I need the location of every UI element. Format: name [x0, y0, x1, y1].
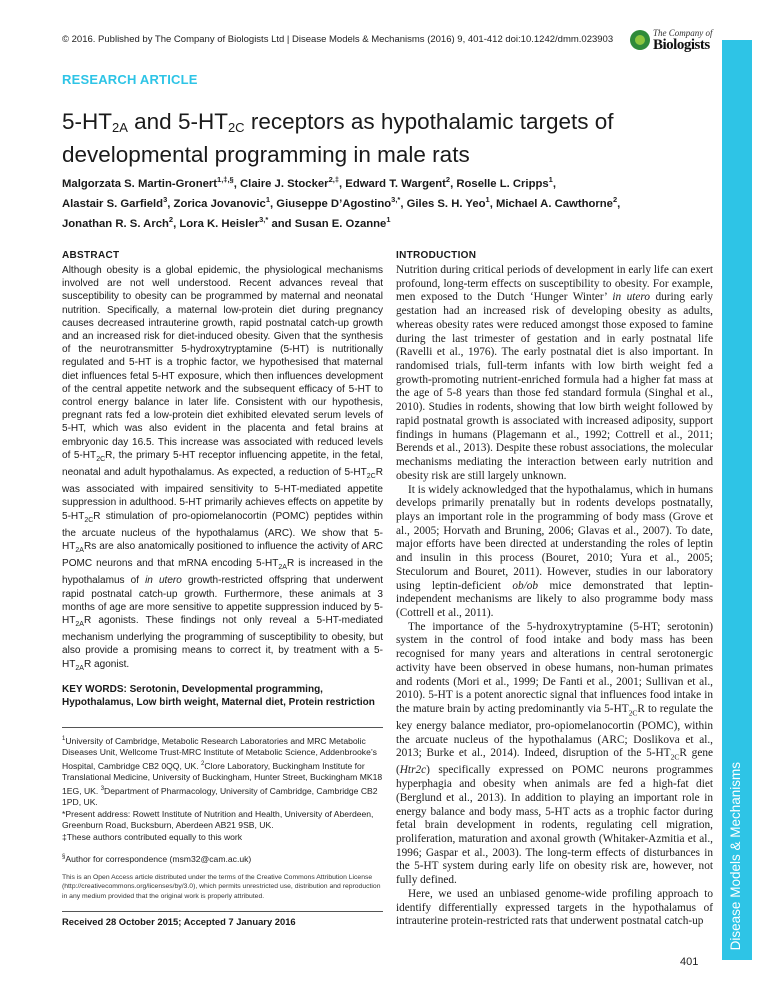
paragraph: The importance of the 5-hydroxytryptamine (5-HT; serotonin) system in the control of food intake and body mass has been recognised for many years and alterations in central serotonergic activity have been observed in obese humans, non-human primates and rodents (Mori et al., 1999; De Fanti et al., 2001; Sullivan et al., 2010). 5-HT is a potent anorectic signal that influences food intake in the mature brain by acting predominantly via $5-HT_{2C}R$ to regulate the key energy balance mediator, pro-opiomelanocortin (POMC), within the arcuate nucleus of the hypothalamus (ARC; Doslikova et al., 2013; Burke et al., 2014). Indeed, disruption of the $5-HT_{2C}R$ gene (Htr2c) specifically expressed on POMC neurons programmes hyperphagia and obesity when animals are fed a high-fat diet (Berglund et al., 2013). In addition to playing an important role in energy balance and body mass, 5-HT acts as a trophic factor during fetal brain development in rodents, regulating cell migration, proliferation, maturation and axonal growth (Whitaker-Azmitia et al., 1996; Gaspar et al., 2003). The long-term effects of disturbances in the 5-HT system during early life on obesity risk are, however, not fully defined.: [396, 620, 714, 887]
author-name: Malgorzata S. Martin-Gronert: [62, 177, 218, 190]
paragraph: It is widely acknowledged that the hypothalamus, which in humans develops primarily prenatally but in rodents develops postnatally, plays an important role in the programming of body mass (Grove et al., 2005; Horvath and Bruning, 2006; Glavas et al., 2007). To date, major efforts have been directed at understanding the roles of leptin and insulin in this process (Bouret, 2010; Yura et al., 2005; Steculorum and Bouret, 2011). However, studies in our laboratory using leptin-deficient ob/ob mice demonstrated that leptin-independent mechanisms are likely to also programme body mass (Cottrell et al., 2011).: [396, 483, 713, 619]
received-dates: Received 28 October 2015; Accepted 7 January 2016: [62, 911, 383, 927]
logo-text-line2: Biologists: [653, 37, 710, 53]
author-name: Zorica Jovanovic: [173, 197, 266, 210]
paragraph: Nutrition during critical periods of development in early life can exert profound, long-term effects on susceptibility to obesity. For example, men exposed to the Dutch ‘Hunger Winter’ in utero during early gestation had an increased risk of developing obesity as adults, whereas obesity rates were reduced amongst those exposed to famine during the last trimester of gestation and in early postnatal life (Ravelli et al., 1976). The early postnatal diet is also important. In randomised trials, full-term infants with low birth weight fed a growth-promoting nutrient-enriched formula had a higher fat mass at the age of 5-8 years than those fed standard formula (Singhal et al., 2010). Studies in rodents, showing that low birth weight followed by rapid postnatal growth is associated with increased adiposity, support findings in humans (Plagemann et al., 1992; Cottrell et al., 2011; Berends et al., 2013). Despite these robust associations, the molecular mechanisms mediating the interaction between early nutrition and obesity risk are still largely unknown.: [396, 264, 713, 482]
left-column: [62, 250, 383, 927]
introduction-heading: INTRODUCTION: [396, 250, 477, 261]
author-name: Jonathan R. S. Arch: [62, 217, 169, 230]
journal-citation-header: © 2016. Published by The Company of Biologists Ltd | Disease Models & Mechanisms (2016) 9, 401-412 doi:10.1242/dmm.023903: [62, 34, 614, 45]
correspondence: §Author for correspondence (msm32@cam.ac.uk): [62, 853, 252, 864]
author-name: Claire J. Stocker: [240, 177, 329, 190]
journal-side-bar: [722, 40, 752, 960]
author-name: Lora K. Heisler: [179, 217, 260, 230]
author-name: Edward T. Wargent: [345, 177, 446, 190]
publisher-logo: [630, 26, 713, 54]
author-name: Alastair S. Garfield: [62, 197, 164, 210]
affiliations: $^1$University of Cambridge, Metabolic Research Laboratories and MRC Metabolic Diseases Unit, Wellcome Trust-MRC Institute of Metabolic Science, Addenbrooke’s Hospital, Cambridge CB2 0QQ, UK. $^2$Clore Laboratory, Buckingham Institute for Translational Medicine, University of Buckingham, Hunter Street, Buckingham MK18 1EG, UK. $^3$Department of Pharmacology, University of Cambridge, Cambridge CB2 1PD, UK. *Present address: Rowett Institute of Nutrition and Health, University of Aberdeen, Greenburn Road, Bucksburn, Aberdeen AB21 9SB, UK. ‡These authors contributed equally to this work: [62, 735, 383, 843]
right-column: [396, 250, 713, 929]
article-title: $5-HT_{2A}$ and $5-HT_{2C}$ receptors as hypothalamic targets of developmental programming in male rats: [62, 109, 614, 167]
author-list: Malgorzata S. Martin-Gronert$^{1,\ddagger,\S}$, Claire J. Stocker$^{2,\ddagger}$, Edward T. Wargent$^2$, Roselle L. Cripps$^1$, Alastair S. Garfield$^3$, Zorica Jovanovic$^1$, Giuseppe D’Agostino$^{3,*}$, Giles S. H. Yeo$^1$, Michael A. Cawthorne$^2$, Jonathan R. S. Arch$^2$, Lora K. Heisler$^{3,*}$ and Susan E. Ozanne$^1$: [62, 175, 621, 230]
logo-icon: [630, 30, 650, 50]
logo-text-line1: The Company of: [653, 28, 713, 38]
keywords: KEY WORDS: Serotonin, Developmental programming, Hypothalamus, Low birth weight, Maternal diet, Protein restriction: [62, 683, 375, 709]
license-note: This is an Open Access article distributed under the terms of the Creative Commons Attribution License (http://creativecommons.org/licenses/by/3.0), which permits unrestricted use, distribution and reproduction in any medium provided that the original work is properly attributed.: [62, 874, 381, 900]
author-name: Giles S. H. Yeo: [406, 197, 486, 210]
journal-side-label: Disease Models & Mechanisms: [728, 761, 743, 950]
author-name: Michael A. Cawthorne: [496, 197, 613, 210]
abstract-heading: ABSTRACT: [62, 250, 120, 261]
introduction-text: [396, 264, 713, 929]
divider: [62, 727, 383, 728]
abstract-text: Although obesity is a global epidemic, the physiological mechanisms involved are not well understood. Recent advances reveal that susceptibility to obesity can be programmed by maternal and neonatal nutrition. Specifically, a maternal low-protein diet during pregnancy causes decreased intrauterine growth, rapid postnatal catch-up growth and an increased risk for diet-induced obesity. Given that the synthesis of the neurotransmitter 5-hydroxytryptamine (5-HT) is nutritionally regulated and 5-HT is a trophic factor, we hypothesised that maternal diet influences fetal 5-HT exposure, which then influences development of the central appetite network and the subsequent efficacy of 5-HT to control energy balance in later life. Consistent with our hypothesis, pregnant rats fed a low-protein diet exhibited elevated serum levels of 5-HT, which was also evident in the placenta and fetal brains at embryonic day 16.5. This increase was associated with reduced levels of $5-HT_{2C}R$, the primary 5-HT receptor influencing appetite, in the fetal, neonatal and adult hypothalamus. As expected, a reduction of $5-HT_{2C}R$ was associated with impaired sensitivity to 5-HT-mediated appetite suppression in adulthood. 5-HT primarily achieves effects on appetite by $5-HT_{2C}R$ stimulation of pro-opiomelanocortin (POMC) peptides within the arcuate nucleus of the hypothalamus (ARC). We show that $5-HT_{2A}Rs$ are also anatomically positioned to influence the activity of ARC POMC neurons and that mRNA encoding $5-HT_{2A}R$ is increased in the hypothalamus of in utero growth-restricted offspring that underwent rapid postnatal catch-up growth. Furthermore, these animals at 3 months of age are more sensitive to appetite suppression induced by $5-HT_{2A}R$ agonists. These findings not only reveal a 5-HT-mediated mechanism underlying the programming of susceptibility to obesity, but also provide a promising means to correct it, by treatment with a $5-HT_{2A}R$ agonist.: [62, 265, 384, 672]
page-number: 401: [680, 956, 699, 968]
author-name: Giuseppe D’Agostino: [276, 197, 392, 210]
article-type: RESEARCH ARTICLE: [62, 72, 198, 87]
paragraph: Here, we used an unbiased genome-wide profiling approach to identify differentially expressed targets in the hypothalamus of intrauterine protein-restricted rats that underwent postnatal catch-up: [396, 887, 713, 928]
author-name: Susan E. Ozanne: [294, 217, 387, 230]
present-address: *Present address: Rowett Institute of Nutrition and Health, University of Aberdeen, Greenburn Road, Bucksburn, Aberdeen AB21 9SB, UK.: [62, 808, 374, 831]
equal-contribution: ‡These authors contributed equally to this work: [62, 832, 243, 843]
author-name: Roselle L. Cripps: [456, 177, 549, 190]
